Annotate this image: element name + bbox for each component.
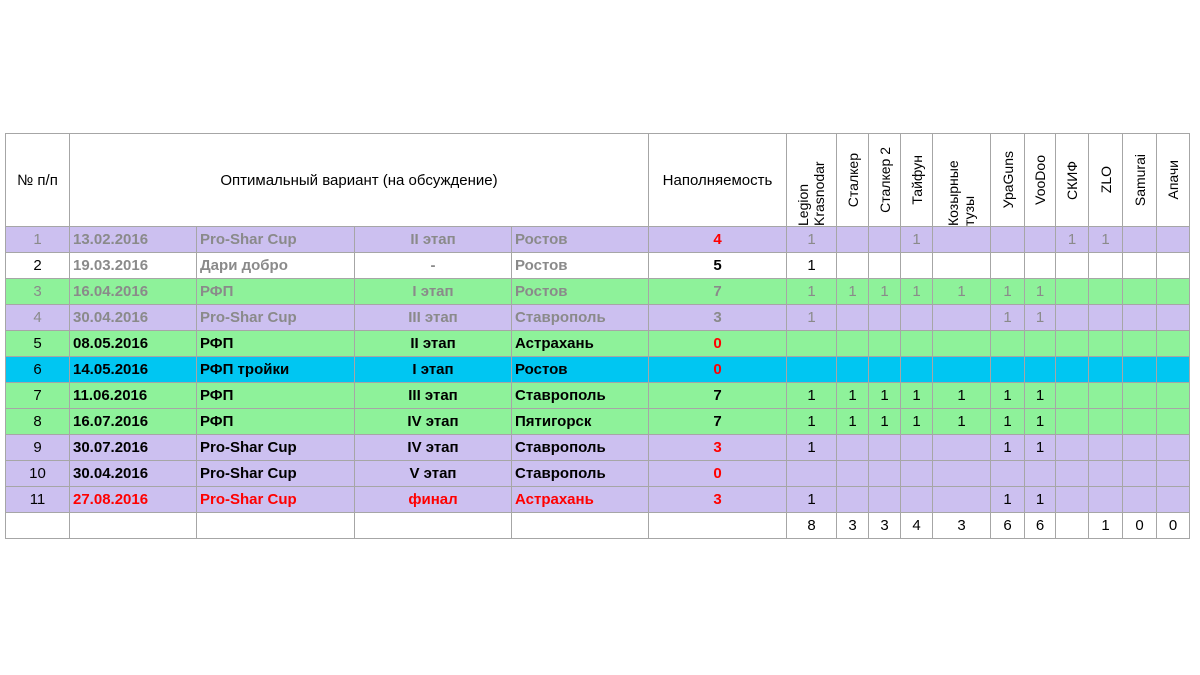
row-number: 3 (6, 279, 70, 305)
team-mark-cell (869, 253, 901, 279)
row-event: РФП (197, 409, 355, 435)
row-event: Pro-Shar Cup (197, 227, 355, 253)
team-name: Legion Krasnodar (794, 161, 827, 226)
row-number: 8 (6, 409, 70, 435)
row-city: Ростов (512, 227, 649, 253)
col-header-team-stalker (837, 134, 869, 227)
team-mark-cell: 1 (1089, 227, 1123, 253)
team-mark-cell (933, 227, 991, 253)
team-mark-cell (869, 435, 901, 461)
team-mark-cell (901, 435, 933, 461)
row-event: РФП (197, 331, 355, 357)
team-mark-cell (1157, 331, 1190, 357)
team-name: Сталкер 2 (876, 147, 893, 213)
team-mark-cell (1123, 305, 1157, 331)
team-mark-cell (1025, 461, 1056, 487)
team-mark-cell: 1 (933, 279, 991, 305)
team-mark-cell (1056, 357, 1089, 383)
row-event: РФП (197, 279, 355, 305)
team-total-cell: 8 (787, 513, 837, 539)
row-event: Pro-Shar Cup (197, 305, 355, 331)
team-name: ZLO (1097, 166, 1114, 194)
row-date: 16.04.2016 (70, 279, 197, 305)
team-mark-cell (1123, 357, 1157, 383)
table-row (6, 383, 1190, 409)
row-stage: IV этап (355, 435, 512, 461)
table-row (6, 279, 1190, 305)
row-fill: 0 (649, 461, 787, 487)
row-number: 11 (6, 487, 70, 513)
team-mark-cell: 1 (787, 409, 837, 435)
team-mark-cell (1123, 227, 1157, 253)
team-total-cell: 6 (991, 513, 1025, 539)
row-date: 19.03.2016 (70, 253, 197, 279)
team-mark-cell (869, 487, 901, 513)
team-mark-cell (1157, 487, 1190, 513)
col-header-team-zlo (1089, 134, 1123, 227)
team-mark-cell (901, 487, 933, 513)
col-header-variant: Оптимальный вариант (на обсуждение) (70, 134, 649, 227)
team-mark-cell (933, 487, 991, 513)
team-mark-cell (1123, 409, 1157, 435)
team-mark-cell: 1 (901, 383, 933, 409)
team-mark-cell (1056, 383, 1089, 409)
row-event: Дари добро (197, 253, 355, 279)
col-header-team-taifun (901, 134, 933, 227)
row-number: 7 (6, 383, 70, 409)
col-header-team-apachi (1157, 134, 1190, 227)
row-fill: 4 (649, 227, 787, 253)
team-mark-cell (787, 357, 837, 383)
col-header-team-uraguns (991, 134, 1025, 227)
col-header-team-legion (787, 134, 837, 227)
row-city: Астрахань (512, 331, 649, 357)
row-fill: 0 (649, 357, 787, 383)
team-mark-cell (1089, 357, 1123, 383)
team-mark-cell (1056, 461, 1089, 487)
row-event: РФП тройки (197, 357, 355, 383)
team-mark-cell (1089, 305, 1123, 331)
team-mark-cell: 1 (1025, 279, 1056, 305)
row-number: 4 (6, 305, 70, 331)
team-mark-cell (1056, 487, 1089, 513)
totals-empty-cell (649, 513, 787, 539)
team-mark-cell (1025, 253, 1056, 279)
team-name: Апачи (1165, 160, 1181, 200)
team-mark-cell: 1 (787, 383, 837, 409)
team-mark-cell: 1 (1025, 435, 1056, 461)
team-name: Samurai (1131, 153, 1148, 207)
team-mark-cell: 1 (933, 409, 991, 435)
totals-empty-cell (197, 513, 355, 539)
row-date: 30.04.2016 (70, 305, 197, 331)
team-mark-cell: 1 (869, 383, 901, 409)
row-stage: финал (355, 487, 512, 513)
row-number: 1 (6, 227, 70, 253)
team-name: Тайфун (908, 155, 925, 205)
table-row (6, 435, 1190, 461)
team-mark-cell (901, 253, 933, 279)
table-row (6, 253, 1190, 279)
team-mark-cell: 1 (837, 279, 869, 305)
team-mark-cell (787, 331, 837, 357)
team-mark-cell (837, 487, 869, 513)
team-total-cell: 4 (901, 513, 933, 539)
team-total-cell: 0 (1157, 513, 1190, 539)
team-mark-cell (991, 253, 1025, 279)
team-mark-cell: 1 (991, 279, 1025, 305)
team-mark-cell (1089, 409, 1123, 435)
team-mark-cell (869, 227, 901, 253)
team-mark-cell (933, 357, 991, 383)
team-mark-cell (991, 357, 1025, 383)
team-mark-cell (1056, 305, 1089, 331)
team-total-cell: 3 (933, 513, 991, 539)
row-stage: III этап (355, 383, 512, 409)
team-mark-cell (933, 331, 991, 357)
team-total-cell: 6 (1025, 513, 1056, 539)
row-city: Ставрополь (512, 383, 649, 409)
team-mark-cell (1157, 253, 1190, 279)
team-name: СКИФ (1064, 160, 1080, 200)
team-mark-cell: 1 (787, 253, 837, 279)
team-mark-cell (933, 305, 991, 331)
team-mark-cell (933, 435, 991, 461)
team-mark-cell (1123, 487, 1157, 513)
row-fill: 7 (649, 279, 787, 305)
totals-empty-cell (6, 513, 70, 539)
schedule-table (5, 133, 1190, 539)
row-fill: 3 (649, 305, 787, 331)
team-mark-cell: 1 (869, 409, 901, 435)
team-mark-cell (1089, 279, 1123, 305)
team-mark-cell (1123, 279, 1157, 305)
team-mark-cell (837, 305, 869, 331)
totals-row (6, 513, 1190, 539)
team-mark-cell (991, 331, 1025, 357)
row-number: 6 (6, 357, 70, 383)
team-total-cell: 3 (837, 513, 869, 539)
team-mark-cell (837, 461, 869, 487)
row-fill: 5 (649, 253, 787, 279)
row-date: 11.06.2016 (70, 383, 197, 409)
team-mark-cell (991, 461, 1025, 487)
team-mark-cell: 1 (991, 383, 1025, 409)
team-mark-cell: 1 (837, 409, 869, 435)
team-name: VooDoo (1032, 155, 1048, 205)
team-mark-cell (837, 331, 869, 357)
row-city: Ростов (512, 253, 649, 279)
row-number: 10 (6, 461, 70, 487)
team-mark-cell: 1 (1025, 487, 1056, 513)
table-row (6, 305, 1190, 331)
team-mark-cell: 1 (1025, 383, 1056, 409)
table-row (6, 487, 1190, 513)
team-mark-cell (837, 357, 869, 383)
header-row (6, 134, 1190, 227)
team-mark-cell (1123, 435, 1157, 461)
team-mark-cell (1089, 331, 1123, 357)
team-mark-cell: 1 (869, 279, 901, 305)
row-city: Ставрополь (512, 435, 649, 461)
team-mark-cell: 1 (991, 305, 1025, 331)
row-city: Ростов (512, 279, 649, 305)
row-number: 2 (6, 253, 70, 279)
row-stage: II этап (355, 331, 512, 357)
team-mark-cell (1157, 357, 1190, 383)
team-mark-cell (901, 305, 933, 331)
team-total-cell: 1 (1089, 513, 1123, 539)
team-total-cell: 3 (869, 513, 901, 539)
table-row (6, 227, 1190, 253)
team-mark-cell (1025, 357, 1056, 383)
team-mark-cell (1157, 279, 1190, 305)
team-mark-cell (901, 461, 933, 487)
row-city: Ростов (512, 357, 649, 383)
team-mark-cell (1157, 409, 1190, 435)
row-date: 08.05.2016 (70, 331, 197, 357)
row-number: 9 (6, 435, 70, 461)
row-stage: V этап (355, 461, 512, 487)
team-name: Сталкер (844, 152, 861, 208)
team-mark-cell (1089, 461, 1123, 487)
team-mark-cell (869, 357, 901, 383)
team-mark-cell (1123, 253, 1157, 279)
team-mark-cell (933, 461, 991, 487)
team-mark-cell (837, 253, 869, 279)
row-number: 5 (6, 331, 70, 357)
row-city: Пятигорск (512, 409, 649, 435)
team-mark-cell (869, 331, 901, 357)
row-date: 16.07.2016 (70, 409, 197, 435)
team-name: Козырные тузы (944, 160, 977, 226)
team-mark-cell (1157, 305, 1190, 331)
totals-empty-cell (355, 513, 512, 539)
team-mark-cell (901, 331, 933, 357)
totals-empty-cell (70, 513, 197, 539)
row-date: 30.04.2016 (70, 461, 197, 487)
col-header-team-stalker2 (869, 134, 901, 227)
team-mark-cell (1157, 227, 1190, 253)
team-mark-cell: 1 (837, 383, 869, 409)
team-mark-cell (1089, 487, 1123, 513)
row-fill: 0 (649, 331, 787, 357)
team-mark-cell (1056, 279, 1089, 305)
team-mark-cell (1056, 331, 1089, 357)
row-event: РФП (197, 383, 355, 409)
table-row (6, 357, 1190, 383)
row-event: Pro-Shar Cup (197, 435, 355, 461)
team-mark-cell (1123, 383, 1157, 409)
row-city: Астрахань (512, 487, 649, 513)
table-row (6, 461, 1190, 487)
totals-empty-cell (512, 513, 649, 539)
table-row (6, 331, 1190, 357)
col-header-num: № п/п (6, 134, 70, 227)
row-date: 27.08.2016 (70, 487, 197, 513)
team-name: УраGuns (999, 151, 1016, 209)
row-date: 13.02.2016 (70, 227, 197, 253)
team-mark-cell (1056, 409, 1089, 435)
team-total-cell (1056, 513, 1089, 539)
team-mark-cell (1089, 253, 1123, 279)
col-header-team-samurai (1123, 134, 1157, 227)
table-row (6, 409, 1190, 435)
team-mark-cell: 1 (901, 227, 933, 253)
team-mark-cell: 1 (901, 279, 933, 305)
team-mark-cell (1056, 435, 1089, 461)
team-mark-cell (869, 461, 901, 487)
team-mark-cell (837, 435, 869, 461)
team-mark-cell (1123, 331, 1157, 357)
team-mark-cell (1157, 383, 1190, 409)
team-mark-cell (787, 461, 837, 487)
team-mark-cell (1089, 383, 1123, 409)
row-event: Pro-Shar Cup (197, 461, 355, 487)
team-mark-cell: 1 (901, 409, 933, 435)
row-stage: IV этап (355, 409, 512, 435)
row-fill: 3 (649, 435, 787, 461)
team-mark-cell (901, 357, 933, 383)
row-city: Ставрополь (512, 461, 649, 487)
row-date: 14.05.2016 (70, 357, 197, 383)
team-mark-cell: 1 (787, 435, 837, 461)
row-fill: 7 (649, 409, 787, 435)
team-mark-cell (1123, 461, 1157, 487)
team-mark-cell: 1 (991, 409, 1025, 435)
row-fill: 7 (649, 383, 787, 409)
team-mark-cell: 1 (1056, 227, 1089, 253)
row-stage: I этап (355, 279, 512, 305)
team-mark-cell (1025, 227, 1056, 253)
row-stage: III этап (355, 305, 512, 331)
team-mark-cell: 1 (1025, 305, 1056, 331)
row-event: Pro-Shar Cup (197, 487, 355, 513)
team-mark-cell: 1 (787, 227, 837, 253)
col-header-team-kozyrnye (933, 134, 991, 227)
col-header-team-skif (1056, 134, 1089, 227)
team-mark-cell (837, 227, 869, 253)
team-mark-cell (933, 253, 991, 279)
team-mark-cell (1157, 461, 1190, 487)
team-mark-cell (1157, 435, 1190, 461)
row-stage: II этап (355, 227, 512, 253)
team-mark-cell: 1 (1025, 409, 1056, 435)
row-fill: 3 (649, 487, 787, 513)
team-mark-cell (1056, 253, 1089, 279)
team-mark-cell: 1 (933, 383, 991, 409)
team-mark-cell: 1 (991, 435, 1025, 461)
row-city: Ставрополь (512, 305, 649, 331)
team-mark-cell: 1 (787, 305, 837, 331)
team-mark-cell: 1 (787, 279, 837, 305)
team-mark-cell (991, 227, 1025, 253)
row-stage: I этап (355, 357, 512, 383)
col-header-team-voodoo (1025, 134, 1056, 227)
team-mark-cell: 1 (787, 487, 837, 513)
team-mark-cell: 1 (991, 487, 1025, 513)
team-mark-cell (1025, 331, 1056, 357)
row-stage: - (355, 253, 512, 279)
col-header-fill: Наполняемость (649, 134, 787, 227)
team-total-cell: 0 (1123, 513, 1157, 539)
row-date: 30.07.2016 (70, 435, 197, 461)
team-mark-cell (869, 305, 901, 331)
team-mark-cell (1089, 435, 1123, 461)
